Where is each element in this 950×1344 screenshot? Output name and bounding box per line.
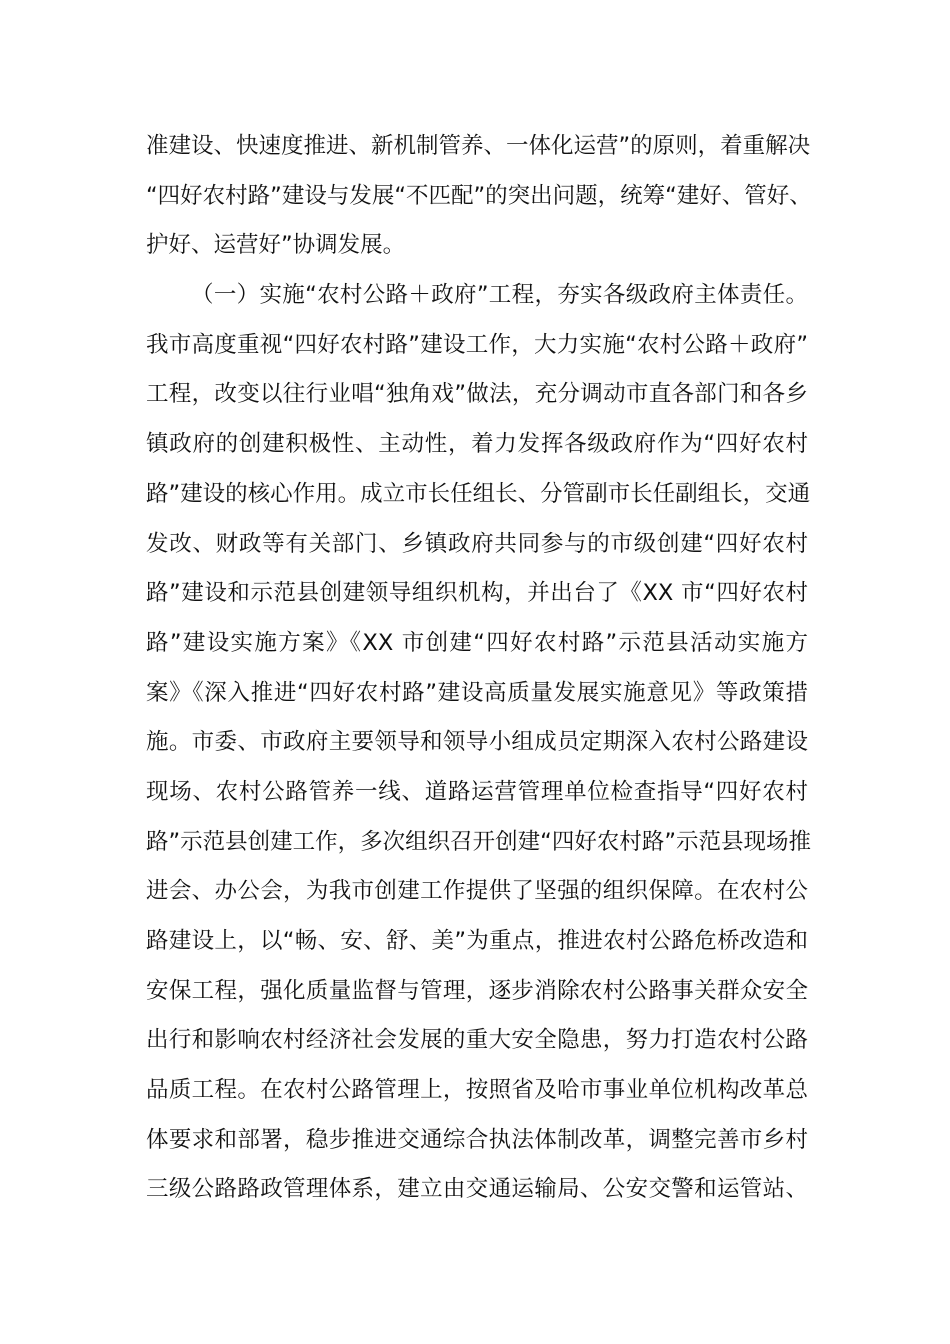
text-line: 我市高度重视“四好农村路”建设工作，大力实施“农村公路＋政府” [146, 331, 808, 358]
text-line: 三级公路路政管理体系，建立由交通运输局、公安交警和运管站、 [146, 1176, 808, 1203]
text-line: 施。市委、市政府主要领导和领导小组成员定期深入农村公路建设 [146, 729, 808, 756]
section-heading-line: （一）实施“农村公路＋政府”工程，夯实各级政府主体责任。 [191, 282, 808, 309]
text-line: 路”建设实施方案》《XX 市创建“四好农村路”示范县活动实施方 [146, 629, 808, 656]
text-line: 发改、财政等有关部门、乡镇政府共同参与的市级创建“四好农村 [146, 530, 808, 557]
text-line: 品质工程。在农村公路管理上，按照省及哈市事业单位机构改革总 [146, 1077, 808, 1104]
text-line: 镇政府的创建积极性、主动性，着力发挥各级政府作为“四好农村 [146, 431, 808, 458]
text-line: 路”示范县创建工作，多次组织召开创建“四好农村路”示范县现场推 [146, 828, 811, 855]
text-line: 准建设、快速度推进、新机制管养、一体化运营”的原则，着重解决 [146, 133, 811, 159]
text-line: 案》《深入推进“四好农村路”建设高质量发展实施意见》等政策措 [146, 679, 808, 706]
text-line: 体要求和部署，稳步推进交通综合执法体制改革，调整完善市乡村 [146, 1126, 808, 1153]
text-line: 路”建设和示范县创建领导组织机构，并出台了《XX 市“四好农村 [146, 580, 808, 607]
text-line: 路建设上，以“畅、安、舒、美”为重点，推进农村公路危桥改造和 [146, 928, 808, 954]
text-line: 安保工程，强化质量监督与管理，逐步消除农村公路事关群众安全 [146, 977, 808, 1004]
body-text [146, 122, 812, 1215]
text-line: 进会、办公会，为我市创建工作提供了坚强的组织保障。在农村公 [146, 878, 808, 905]
text-line: 路”建设的核心作用。成立市长任组长、分管副市长任副组长，交通 [146, 480, 811, 507]
text-line: 护好、运营好”协调发展。 [146, 232, 406, 259]
text-line: 出行和影响农村经济社会发展的重大安全隐患，努力打造农村公路 [146, 1027, 808, 1054]
text-line: 工程，改变以往行业唱“独角戏”做法，充分调动市直各部门和各乡 [146, 381, 808, 408]
text-line: 现场、农村公路管养一线、道路运营管理单位检查指导“四好农村 [146, 778, 808, 805]
text-line: “四好农村路”建设与发展“不匹配”的突出问题，统筹“建好、管好、 [146, 182, 812, 209]
